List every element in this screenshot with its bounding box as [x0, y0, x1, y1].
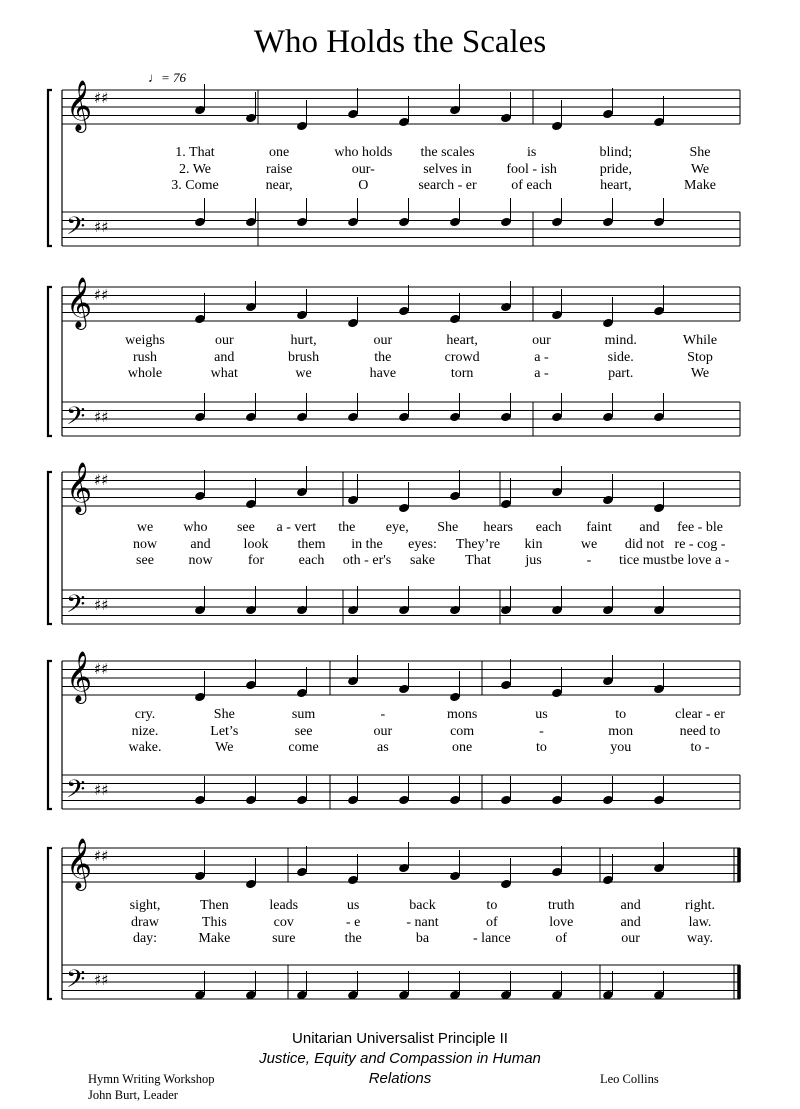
lyric-syllable: hurt,: [290, 333, 317, 348]
lyric-syllable: now: [132, 536, 158, 552]
lyric-syllable: eye,: [385, 520, 409, 535]
lyric-syllable: as: [377, 740, 389, 755]
lyric-syllable: you: [610, 740, 632, 755]
lyric-syllable: our: [373, 333, 393, 348]
system-bracket: [48, 90, 52, 246]
lyric-syllable: and: [639, 520, 660, 535]
lyric-syllable: see: [236, 520, 255, 535]
lyric-syllable: of each: [511, 178, 553, 193]
lyric-syllable: cov: [273, 914, 294, 930]
lyric-syllable: we: [580, 536, 598, 552]
lyric-syllable: truth: [548, 898, 575, 913]
treble-clef-icon: 𝄞: [66, 651, 93, 702]
lyric-syllable: cry.: [134, 707, 156, 722]
lyric-syllable: crowd: [444, 349, 480, 365]
lyric-syllable: each: [535, 520, 562, 535]
lyric-syllable: They’re: [455, 536, 501, 552]
lyric-syllable: 1. That: [175, 145, 215, 160]
tempo-value: = 76: [161, 70, 187, 85]
lyric-syllable: one: [269, 145, 290, 160]
lyric-syllable: and: [620, 914, 641, 930]
principle-title: Unitarian Universalist Principle II: [292, 1030, 508, 1047]
lyric-syllable: each: [298, 553, 325, 568]
lyric-syllable: While: [682, 333, 718, 348]
lyric-syllable: the: [374, 349, 392, 365]
lyric-syllable: back: [409, 898, 436, 913]
lyric-syllable: -: [380, 707, 386, 722]
lyric-syllable: oth - er's: [342, 553, 392, 568]
lyric-syllable: mind.: [604, 333, 637, 348]
lyric-syllable: kin: [524, 536, 543, 552]
system-bracket: [48, 848, 52, 999]
lyric-syllable: We: [690, 161, 710, 177]
lyric-syllable: Then: [199, 898, 229, 913]
lyric-syllable: our: [621, 931, 640, 946]
workshop-credit: Hymn Writing Workshop: [88, 1072, 215, 1086]
key-signature-icon: ♯♯: [94, 781, 109, 799]
lyric-syllable: them: [297, 536, 326, 552]
key-signature-icon: ♯♯: [94, 218, 109, 236]
key-signature-icon: ♯♯: [94, 408, 109, 426]
lyric-syllable: blind;: [599, 145, 633, 160]
lyric-syllable: heart,: [600, 178, 632, 193]
lyric-syllable: love: [549, 914, 574, 930]
treble-clef-icon: 𝄞: [66, 277, 93, 328]
key-signature-icon: ♯♯: [94, 596, 109, 614]
lyric-syllable: our: [532, 333, 551, 348]
lyric-syllable: see: [136, 553, 154, 568]
lyric-syllable: near,: [265, 178, 293, 193]
lyric-syllable: law.: [688, 914, 712, 930]
treble-clef-icon: 𝄞: [66, 80, 93, 131]
lyric-syllable: the scales: [420, 145, 475, 160]
lyric-syllable: 3. Come: [171, 178, 219, 193]
lyric-syllable: weighs: [125, 333, 165, 348]
lyric-syllable: - nant: [406, 914, 439, 930]
lyric-syllable: Make: [198, 931, 231, 946]
lyric-syllable: look: [243, 536, 269, 552]
lyric-syllable: eyes:: [408, 536, 437, 552]
lyric-syllable: is: [526, 145, 537, 160]
lyric-syllable: now: [188, 553, 213, 568]
treble-clef-icon: 𝄞: [66, 462, 93, 513]
lyric-syllable: to: [486, 898, 498, 913]
lyric-syllable: sure: [272, 931, 296, 946]
lyric-syllable: That: [465, 553, 491, 568]
lyric-syllable: She: [689, 145, 711, 160]
lyric-syllable: draw: [131, 914, 159, 930]
lyric-syllable: rush: [132, 349, 158, 365]
lyric-syllable: have: [369, 366, 397, 381]
bass-clef-icon: 𝄢: [66, 590, 86, 625]
lyric-syllable: hears: [483, 520, 513, 535]
lyric-syllable: day:: [132, 931, 158, 946]
lyric-syllable: -: [539, 723, 544, 739]
lyric-syllable: clear - er: [675, 707, 725, 722]
lyric-syllable: whole: [127, 366, 163, 381]
lyric-syllable: did not: [624, 536, 665, 552]
principle-subtitle: Justice, Equity and Compassion in Human: [259, 1050, 541, 1067]
lyric-syllable: our: [373, 723, 393, 739]
key-signature-icon: ♯♯: [94, 847, 109, 865]
lyric-syllable: 2. We: [178, 161, 212, 177]
lyric-syllable: heart,: [446, 333, 478, 348]
lyric-syllable: sight,: [129, 898, 161, 913]
lyric-syllable: we: [136, 520, 154, 535]
lyric-syllable: This: [201, 914, 227, 930]
lyric-syllable: Make: [684, 178, 716, 193]
system-bracket: [48, 661, 52, 809]
lyric-syllable: us: [346, 898, 360, 913]
lyric-syllable: torn: [450, 366, 474, 381]
lyric-syllable: com: [450, 723, 475, 739]
lyric-syllable: we: [295, 366, 312, 381]
key-signature-icon: ♯♯: [94, 89, 109, 107]
lyric-syllable: brush: [288, 349, 320, 365]
lyric-syllable: leads: [269, 898, 299, 913]
lyric-syllable: We: [215, 740, 234, 755]
lyric-syllable: what: [210, 366, 238, 381]
lyric-syllable: for: [247, 553, 265, 568]
lyric-syllable: to: [535, 740, 547, 755]
lyric-syllable: and: [214, 349, 235, 365]
lyric-syllable: a -: [534, 366, 549, 381]
lyric-syllable: right.: [685, 898, 715, 913]
lyric-syllable: search - er: [418, 178, 477, 193]
principle-subtitle-cont: Relations: [368, 1070, 432, 1087]
lyric-syllable: fee - ble: [677, 520, 723, 535]
lyric-syllable: -: [586, 553, 592, 568]
lyric-syllable: mon: [608, 723, 634, 739]
lyric-syllable: part.: [608, 366, 634, 381]
lyric-syllable: come: [288, 740, 319, 755]
lyric-syllable: faint: [586, 520, 612, 535]
lyric-syllable: mons: [446, 707, 478, 722]
leader-credit: John Burt, Leader: [88, 1088, 178, 1102]
lyric-syllable: who: [183, 520, 208, 535]
key-signature-icon: ♯♯: [94, 660, 109, 678]
lyric-syllable: wake.: [128, 740, 162, 755]
lyric-syllable: nize.: [131, 723, 159, 739]
quarter-note-icon: ♩: [148, 70, 161, 85]
lyric-syllable: be love a -: [670, 553, 730, 568]
lyric-syllable: to -: [690, 740, 710, 755]
lyric-syllable: in the: [351, 536, 383, 552]
lyric-syllable: Stop: [687, 349, 713, 365]
bass-clef-icon: 𝄢: [66, 965, 86, 1000]
lyric-syllable: and: [620, 898, 641, 913]
lyric-syllable: of: [486, 914, 498, 930]
lyric-syllable: - lance: [473, 931, 511, 946]
lyric-syllable: tice must: [619, 553, 670, 568]
lyric-syllable: see: [294, 723, 313, 739]
lyric-syllable: the: [338, 520, 356, 535]
bass-clef-icon: 𝄢: [66, 212, 86, 247]
lyric-syllable: selves in: [423, 161, 472, 177]
lyric-syllable: pride,: [599, 161, 632, 177]
lyric-syllable: us: [535, 707, 548, 722]
lyric-syllable: the: [344, 931, 362, 946]
bass-clef-icon: 𝄢: [66, 402, 86, 437]
lyric-syllable: side.: [607, 349, 634, 365]
lyric-syllable: She: [213, 707, 235, 722]
lyric-syllable: who holds: [334, 145, 393, 160]
lyric-syllable: a - vert: [276, 520, 317, 535]
key-signature-icon: ♯♯: [94, 471, 109, 489]
lyric-syllable: a -: [534, 349, 549, 365]
lyric-syllable: re - cog -: [674, 536, 726, 552]
treble-clef-icon: 𝄞: [66, 838, 93, 889]
system-bracket: [48, 472, 52, 624]
lyric-syllable: our: [214, 333, 234, 348]
lyric-syllable: way.: [687, 931, 713, 946]
lyric-syllable: ba: [415, 931, 430, 946]
lyric-syllable: and: [190, 536, 211, 552]
lyric-syllable: sake: [410, 553, 435, 568]
lyric-syllable: O: [358, 178, 369, 193]
lyric-syllable: - e: [345, 914, 361, 930]
lyric-syllable: of: [555, 931, 568, 946]
lyric-syllable: need to: [679, 723, 721, 739]
lyric-syllable: We: [690, 366, 710, 381]
lyric-syllable: to: [615, 707, 627, 722]
key-signature-icon: ♯♯: [94, 286, 109, 304]
bass-clef-icon: 𝄢: [66, 775, 86, 810]
composer-credit: Leo Collins: [600, 1072, 659, 1086]
lyric-syllable: fool - ish: [506, 161, 557, 177]
key-signature-icon: ♯♯: [94, 971, 109, 989]
system-bracket: [48, 287, 52, 436]
hymn-title: Who Holds the Scales: [253, 24, 547, 60]
lyric-syllable: Let’s: [210, 723, 239, 739]
lyric-syllable: She: [437, 520, 459, 535]
lyric-syllable: one: [452, 740, 473, 755]
lyric-syllable: jus: [525, 553, 542, 568]
lyric-syllable: our-: [351, 161, 375, 177]
lyric-syllable: sum: [291, 707, 316, 722]
lyric-syllable: raise: [265, 161, 293, 177]
